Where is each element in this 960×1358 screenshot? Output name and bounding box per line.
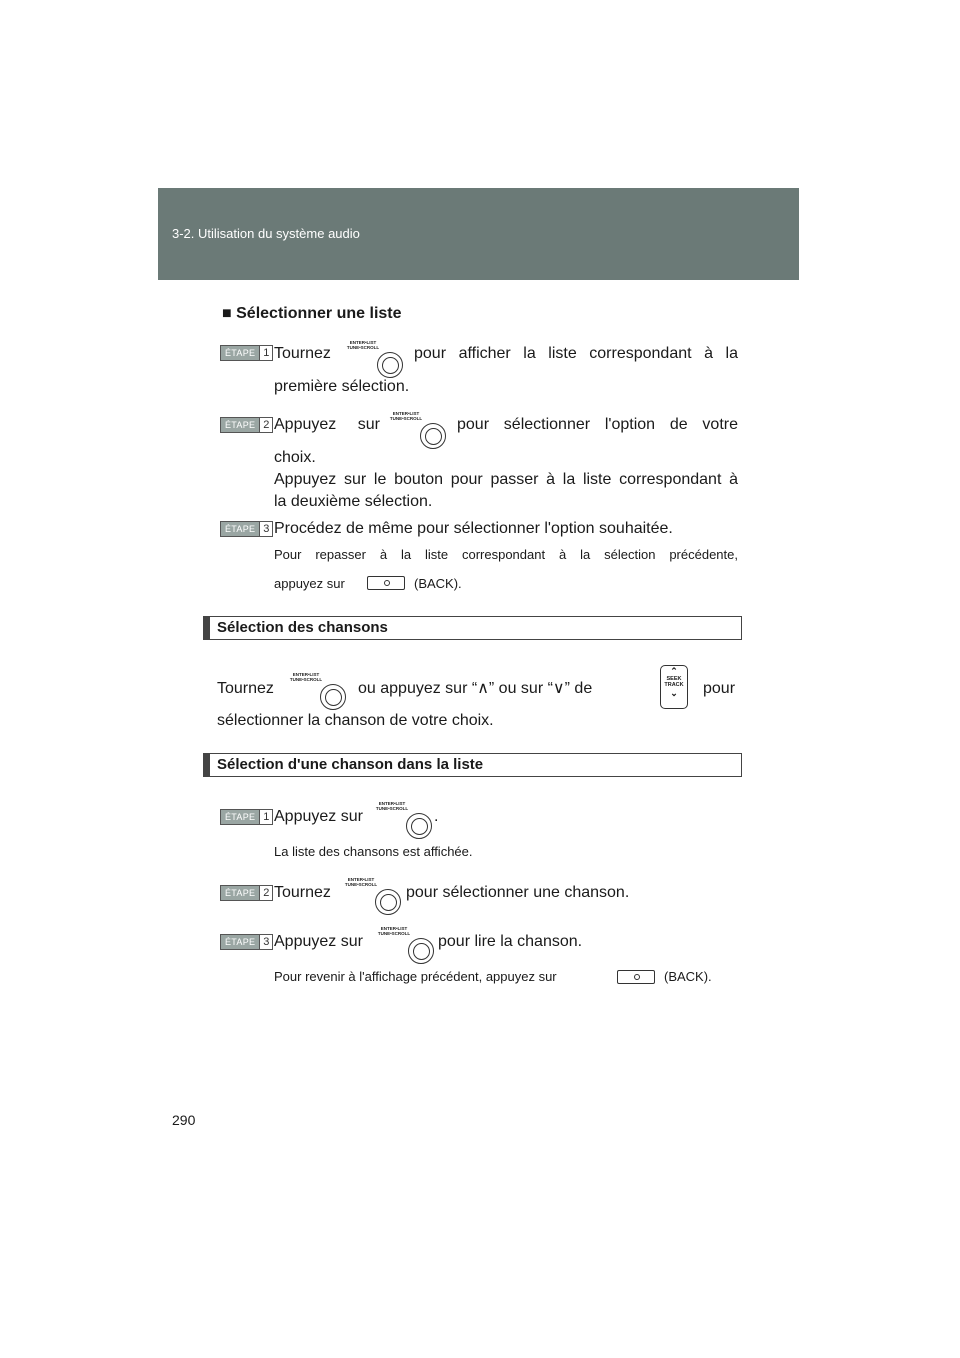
step-badge [220, 521, 273, 537]
chapter-title: 3-2. Utilisation du système audio [172, 226, 360, 241]
enter-list-knob-icon: ENTER•LIST TUNE•SCROLL [376, 926, 436, 970]
step-badge [220, 809, 273, 825]
step-text: . [434, 808, 439, 825]
enter-list-knob-icon: ENTER•LIST TUNE•SCROLL [288, 672, 348, 716]
step-note: appuyez sur [274, 576, 345, 591]
step-badge [220, 417, 273, 433]
step-note: La liste des chansons est affichée. [274, 844, 473, 859]
body-text: Tournez [217, 680, 274, 697]
step-label: ÉTAPE [221, 346, 259, 360]
step-number: 2 [259, 886, 272, 900]
page-number: 290 [172, 1112, 196, 1128]
enter-list-knob-icon: ENTER•LIST TUNE•SCROLL [388, 411, 448, 455]
step-text: Procédez de même pour sélectionner l'option souhaitée. [274, 520, 673, 537]
step-text: choix. [274, 449, 316, 466]
section-title: Sélection des chansons [217, 619, 388, 636]
step-text: Tournez [274, 345, 331, 362]
section-heading [203, 753, 742, 777]
step-note: Pour repasser à la liste correspondant à la sélection précédente, [274, 547, 738, 562]
step-badge [220, 885, 273, 901]
section-title: Sélection d'une chanson dans la liste [217, 756, 484, 773]
body-text: pour [703, 680, 736, 697]
step-text: Appuyez sur [274, 808, 363, 825]
step-number: 1 [259, 810, 272, 824]
section-heading [203, 616, 742, 640]
step-label: ÉTAPE [221, 810, 259, 824]
down-arrow-icon: ∨ [552, 680, 565, 697]
step-note: (BACK). [414, 576, 462, 591]
subsection-heading [222, 305, 402, 323]
step-number: 3 [259, 935, 272, 949]
step-text: première sélection. [274, 378, 410, 395]
step-text: Appuyez sur [274, 933, 363, 950]
step-text: pour sélectionner l'option de votre [457, 416, 738, 433]
seek-track-button-icon: ⌃ SEEK TRACK ⌄ [660, 665, 688, 709]
step-badge [220, 345, 273, 361]
body-text: sélectionner la chanson de votre choix. [217, 712, 494, 729]
step-label: ÉTAPE [221, 886, 259, 900]
body-text: ou appuyez sur “∧” ou sur “∨” de [358, 680, 593, 697]
enter-list-knob-icon: ENTER•LIST TUNE•SCROLL [345, 340, 405, 384]
square-bullet-icon: ■ [222, 305, 232, 322]
back-button-icon [617, 970, 655, 984]
back-button-icon [367, 576, 405, 590]
step-label: ÉTAPE [221, 522, 259, 536]
step-text: Tournez [274, 884, 331, 901]
enter-list-knob-icon: ENTER•LIST TUNE•SCROLL [343, 877, 403, 921]
step-number: 3 [259, 522, 272, 536]
step-note: (BACK). [664, 969, 712, 984]
step-number: 2 [259, 418, 272, 432]
step-note: Pour revenir à l'affichage précédent, appuyez sur [274, 969, 557, 984]
step-text: pour sélectionner une chanson. [406, 884, 630, 901]
step-text: pour afficher la liste correspondant à la [414, 345, 738, 362]
step-text: Appuyez sur [274, 416, 380, 433]
step-label: ÉTAPE [221, 935, 259, 949]
step-number: 1 [259, 346, 272, 360]
step-text: Appuyez sur le bouton pour passer à la liste correspondant à [274, 471, 738, 488]
subsection-title: Sélectionner une liste [236, 305, 402, 322]
step-badge [220, 934, 273, 950]
step-text: pour lire la chanson. [438, 933, 583, 950]
enter-list-knob-icon: ENTER•LIST TUNE•SCROLL [374, 801, 434, 845]
step-label: ÉTAPE [221, 418, 259, 432]
up-arrow-icon: ∧ [477, 680, 489, 697]
step-text: la deuxième sélection. [274, 493, 433, 510]
